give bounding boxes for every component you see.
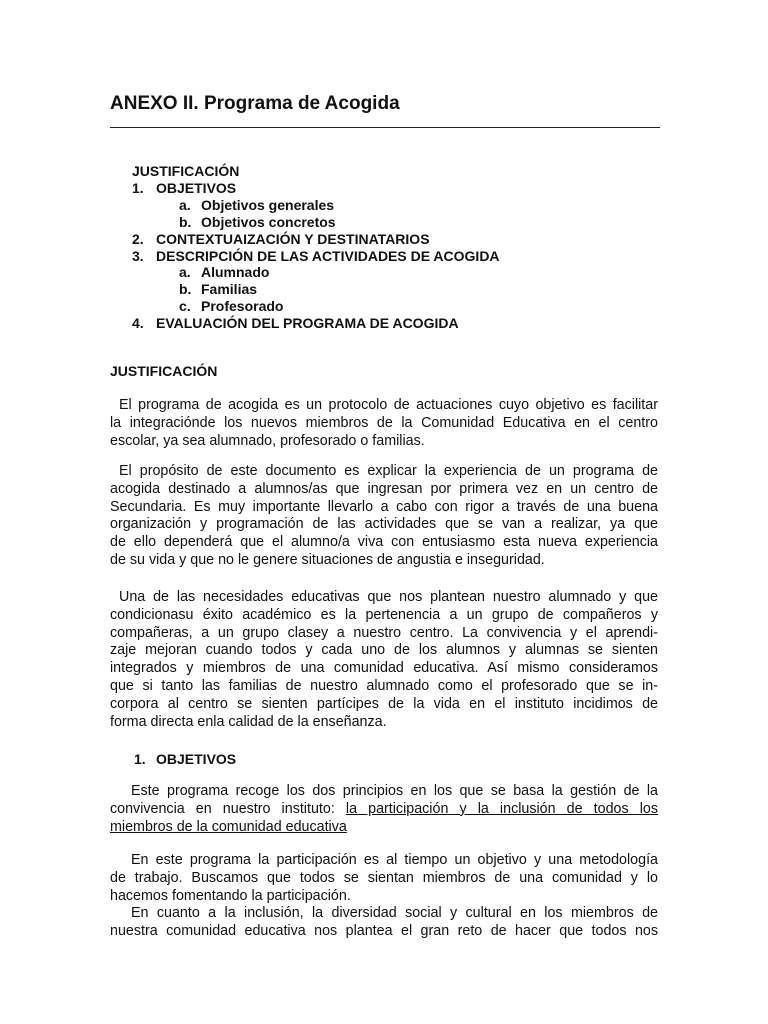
toc-item-number: b. — [179, 281, 192, 298]
toc-subitem-objetivos-concretos — [132, 214, 500, 231]
paragraph-line: El programa de acogida es un protocolo de actuaciones cuyo objetivo es facilitar — [119, 397, 658, 413]
paragraph-line: Secundaria. Es muy importante llevarlo a cabo con rigor a través de una buena — [110, 498, 658, 515]
paragraph-line: compañeras, a un grupo clasey a nuestro centro. La convivencia y el aprendi- — [110, 624, 658, 641]
toc-item-label: Objetivos concretos — [201, 213, 336, 230]
toc-item-justificacion — [132, 163, 500, 180]
paragraph-line: de su vida y que no le genere situaciones de angustia e inseguridad. — [110, 551, 545, 568]
table-of-contents — [132, 163, 500, 332]
paragraph-line: Una de las necesidades educativas que nos plantean nuestro alumnado y que — [119, 589, 658, 605]
toc-item-label: Alumnado — [201, 264, 270, 281]
section-heading-label: OBJETIVOS — [156, 751, 237, 767]
toc-item-number: 2. — [132, 230, 144, 247]
toc-subitem-profesorado — [132, 298, 500, 315]
toc-item-label: Familias — [201, 281, 258, 298]
paragraph-line: la integraciónde los nuevos miembros de la Comunidad Educativa en el centro — [110, 414, 658, 431]
paragraph-line: organización y programación de las actividades que se van a realizar, ya que — [110, 516, 658, 533]
paragraph-justificacion-2 — [110, 463, 658, 570]
section-heading-objetivos — [134, 751, 236, 767]
title-divider — [110, 127, 660, 128]
toc-item-label: OBJETIVOS — [156, 179, 237, 196]
toc-item-label: JUSTIFICACIÓN — [132, 163, 240, 179]
paragraph-line — [110, 819, 658, 837]
underlined-principles: la participación y la inclusión de todos los — [345, 800, 658, 817]
underlined-principles: miembros de la comunidad educativa — [110, 818, 347, 835]
toc-item-objetivos — [132, 180, 500, 197]
toc-item-label: DESCRIPCIÓN DE LAS ACTIVIDADES DE ACOGIDA — [156, 247, 500, 264]
toc-item-number: 3. — [132, 247, 144, 264]
paragraph-objetivos-2 — [110, 852, 658, 941]
toc-item-number: 4. — [132, 315, 144, 332]
paragraph-line: Este programa recoge los dos principios en los que se basa la gestión de la — [131, 783, 658, 799]
paragraph-line: acogida destinado a alumnos/as que ingresan por primera vez en un centro de — [110, 480, 658, 497]
paragraph-line: zaje mejoran cuando todos y cada uno de los alumnos y alumnas se sienten — [110, 642, 658, 659]
paragraph-line — [110, 801, 658, 819]
toc-subitem-familias — [132, 281, 500, 298]
paragraph-line: hacemos fomentando la participación. — [110, 887, 351, 904]
toc-item-label: Profesorado — [201, 298, 284, 315]
paragraph-line: de trabajo. Buscamos que todos se sientan miembros de una comunidad y lo — [110, 869, 658, 886]
toc-subitem-objetivos-generales — [132, 197, 500, 214]
paragraph-line: de ello dependerá que el alumno/a viva con entusiasmo esta nueva experiencia — [110, 534, 658, 551]
paragraph-line: corpora al centro se sienten partícipes de la vida en el instituto incidimos de — [110, 695, 658, 712]
paragraph-objetivos-1 — [110, 783, 658, 836]
paragraph-line: En este programa la participación es al tiempo un objetivo y una metodología — [131, 852, 658, 868]
section-heading-justificacion: JUSTIFICACIÓN — [110, 363, 218, 379]
toc-item-label: EVALUACIÓN DEL PROGRAMA DE ACOGIDA — [156, 315, 459, 332]
toc-item-number: a. — [179, 264, 191, 281]
paragraph-line: En cuanto a la inclusión, la diversidad social y cultural en los miembros de — [131, 905, 658, 922]
paragraph-line: nuestra comunidad educativa nos plantea el gran reto de hacer que todos nos — [110, 923, 658, 940]
paragraph-line: El propósito de este documento es explicar la experiencia de un programa de — [119, 463, 658, 479]
toc-item-number: b. — [179, 213, 192, 230]
paragraph-line: que si tanto las familias de nuestro alumnado como el profesorado que se in- — [110, 677, 658, 694]
toc-subitem-alumnado — [132, 264, 500, 281]
toc-item-contextualizacion — [132, 231, 500, 248]
document-title: ANEXO II. Programa de Acogida — [110, 93, 400, 114]
toc-item-label: Objetivos generales — [201, 196, 335, 213]
toc-item-number: c. — [179, 298, 191, 315]
toc-item-label: CONTEXTUAIZACIÓN Y DESTINATARIOS — [156, 230, 430, 247]
paragraph-text: convivencia en nuestro instituto: — [110, 800, 346, 817]
toc-item-number: 1. — [132, 179, 144, 196]
toc-item-evaluacion — [132, 315, 500, 332]
toc-item-descripcion — [132, 248, 500, 265]
paragraph-line: integrados y miembros de una comunidad educativa. Así mismo consideramos — [110, 660, 658, 677]
paragraph-justificacion-1 — [110, 397, 658, 450]
paragraph-line: escolar, ya sea alumnado, profesorado o familias. — [110, 432, 425, 449]
paragraph-line: condicionasu éxito académico es la pertenencia a un grupo de compañeros y — [110, 606, 658, 623]
paragraph-justificacion-3 — [110, 589, 658, 731]
section-number: 1. — [134, 751, 146, 767]
paragraph-line: forma directa enla calidad de la enseñanza. — [110, 713, 387, 730]
toc-item-number: a. — [179, 196, 191, 213]
